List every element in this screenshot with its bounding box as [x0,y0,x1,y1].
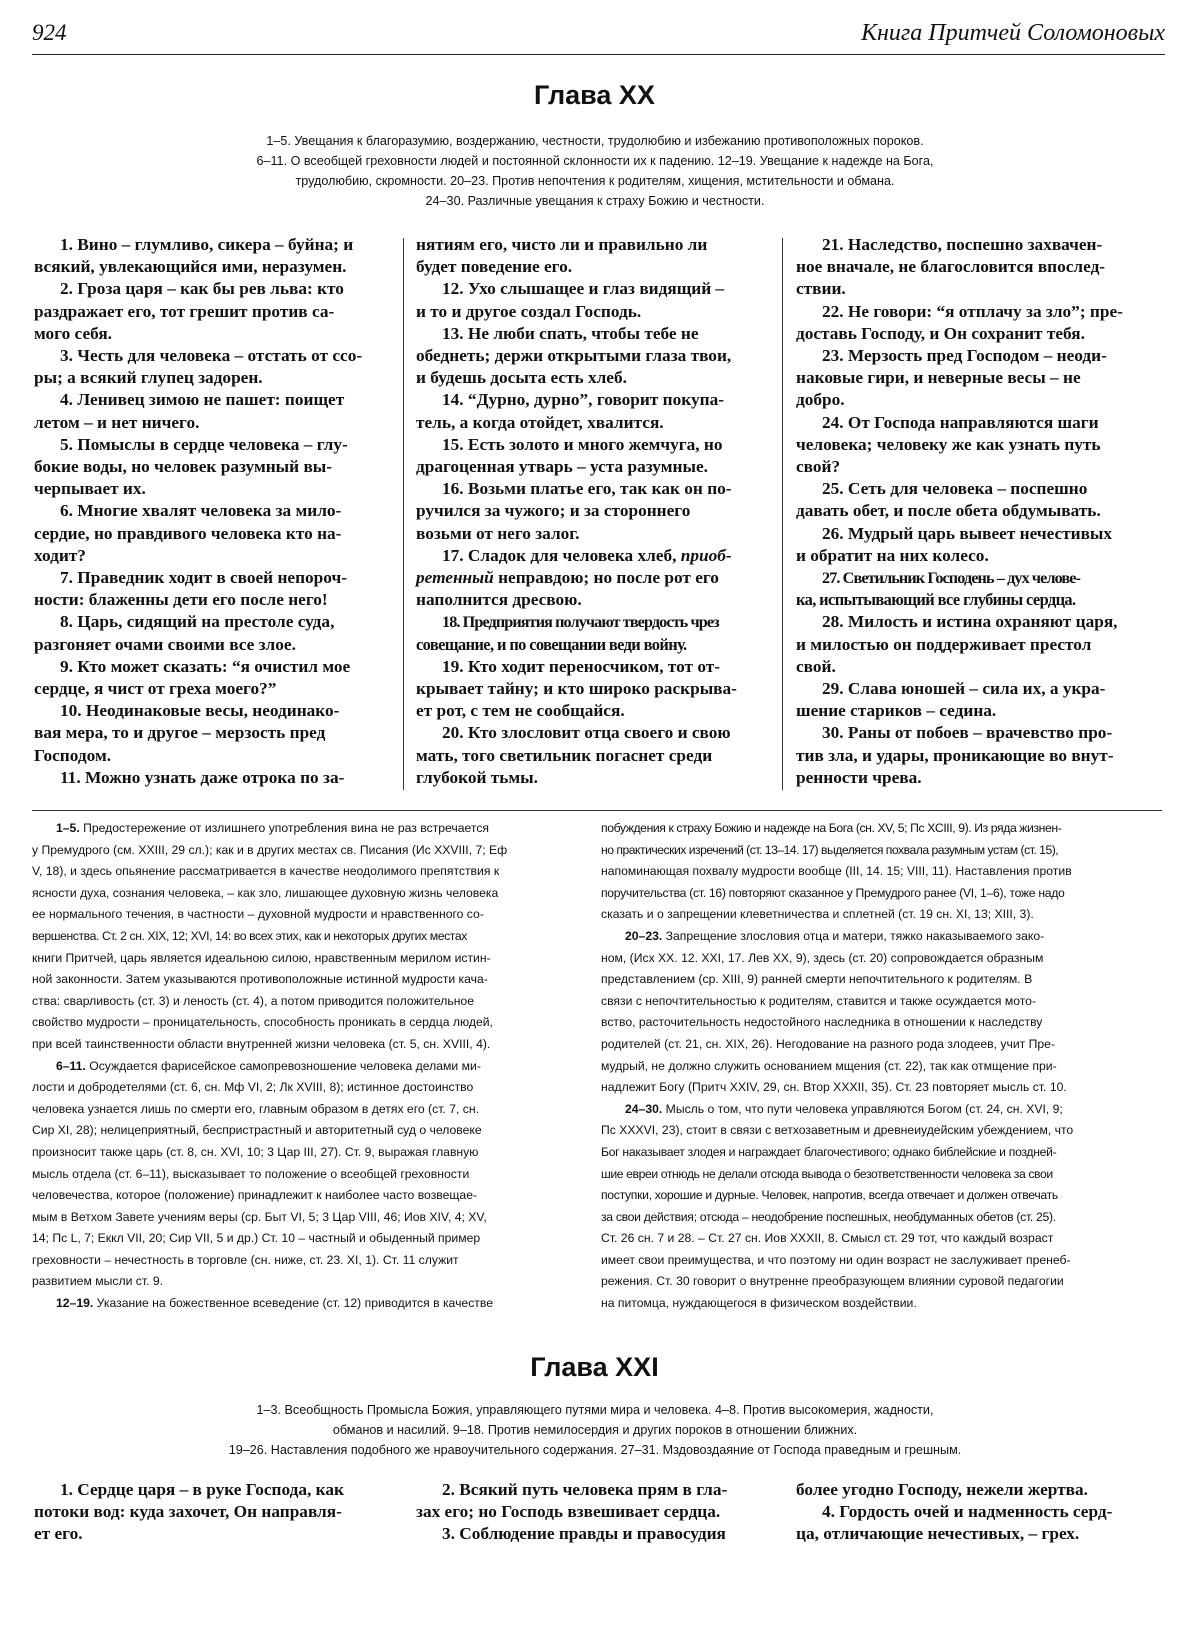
verse-line: ет рот, с тем не сообщайся. [416,701,625,721]
verse-line: будет поведение его. [416,257,573,277]
footnote-line: режения. Ст. 30 говорит о внутренне преобразующем влиянии суровой педагогии [601,1274,1064,1289]
verse-line: 10. Неодинаковые весы, неодинако- [60,701,340,721]
column-divider [403,238,404,790]
chapter-21-column-3 [796,1479,1160,1546]
footnote-line: у Премудрого (см. XXIII, 29 сл.); как и в других местах св. Писания (Ис XXVIII, 7; Еф [32,842,508,857]
verse-line: тель, а когда отойдет, хвалится. [416,412,664,432]
footnote-line: но практических изречений (ст. 13–14. 17) выделяется похвала разумным устам (ст. 15), [601,842,1059,857]
footnote-line: греховности – нечестность в торговле (сн. ниже, ст. 23. XI, 1). Ст. 11 служит [32,1252,459,1267]
verse-line: 26. Мудрый царь вывеет нечестивых [822,523,1113,543]
verse-line: крывает тайну; и кто широко раскрыва- [416,679,737,699]
verse-line: разгоняет очами своими все злое. [34,634,296,654]
summary-line: 19–26. Наставления подобного же нравоучительного содержания. 27–31. Мздовоздаяние от Господа праведным и грешным. [228,1443,962,1457]
verse-line: ры; а всякий глупец задорен. [34,368,263,388]
running-header [32,18,1165,55]
verse-line: 23. Мерзость пред Господом – неоди- [822,346,1107,366]
verse-line: зах его; но Господь взвешивает сердца. [416,1502,721,1522]
verse-line: 30. Раны от побоев – врачевство про- [822,723,1113,743]
verse-line: 12. Ухо слышащее и глаз видящий – [442,279,725,299]
verse-line: свой? [796,457,841,477]
chapter-21-title: Глава XXI [530,1352,659,1382]
verse-line: вая мера, то и другое – мерзость пред [34,723,326,743]
footnote-line: человека узнается лишь по смерти его, главным образом в детях его (ст. 7, сн. [32,1101,479,1116]
verse-line: ручился за чужого; и за стороннего [416,501,691,521]
verse-line: наковые гири, и неверные весы – не [796,368,1081,388]
footnote-heading: 1–5. [56,821,80,835]
verse-line: 11. Можно узнать даже отрока по за- [60,767,345,787]
verse-line: 1. Вино – глумливо, сикера – буйна; и [60,235,354,254]
verse-line: сердие, но правдивого человека кто на- [34,523,342,543]
footnote-line: свойство мудрости – проницательность, способность проникать в сердца людей, [32,1015,493,1030]
chapter-21-column-1 [34,1479,388,1546]
footnote-line: книги Притчей, царь является идеальною силою, нравственным мерилом истин- [32,950,491,965]
footnote-line: на питомца, нуждающегося в физическом воздействии. [601,1296,917,1311]
verse-line: 28. Милость и истина охраняют царя, [822,612,1118,632]
verse-line: и будешь досыта есть хлеб. [416,368,627,388]
verse-line: 3. Соблюдение правды и правосудия [442,1524,726,1544]
footnote-line [32,818,592,840]
chapter-20-summary [80,131,1110,211]
summary-line: 24–30. Различные увещания к страху Божию и честности. [425,194,765,208]
summary-line: 1–3. Всеобщность Промысла Божия, управляющего путями мира и человека. 4–8. Против высокомерия, жадности, [256,1403,934,1417]
verse-line: наполнится дресвою. [416,590,582,610]
verse-line: и то и другое создал Господь. [416,301,642,321]
footnote-line: поступки, хорошие и дурные. Человек, напротив, всегда отвечает и должен отвечать [601,1188,1058,1203]
chapter-20-column-2 [416,234,770,789]
verse-line: 13. Не люби спать, чтобы тебе не [442,323,699,343]
italic-word: приоб- [680,545,732,565]
verse-line: человека; человеку же как узнать путь [796,434,1101,454]
footnote-text: Мысль о том, что пути человека управляются Богом (ст. 24, сн. XVI, 9; [662,1101,1063,1116]
verse-line: ренности чрева. [796,767,922,787]
chapter-20-column-1 [34,234,388,789]
footnote-separator [32,810,1162,811]
verse-line: драгоценная утварь – уста разумные. [416,457,708,477]
footnote-text: Предостережение от излишнего употребления вина не раз встречается [79,821,490,835]
footnote-line: развитием мысли ст. 9. [32,1274,164,1289]
footnote-text: Осуждается фарисейское самопревозношение человека делами ми- [85,1058,481,1073]
footnote-text: Указание на божественное всеведение (ст. 12) приводится в качестве [93,1296,493,1311]
column-divider [782,238,783,790]
verse-line: 4. Ленивец зимою не пашет: поищет [60,390,345,410]
verse-line: 1. Сердце царя – в руке Господа, как [60,1480,344,1499]
verse-line: сердце, я чист от греха моего?” [34,679,277,699]
summary-line: трудолюбию, скромности. 20–23. Против непочтения к родителям, хищения, мстительности и обмана. [295,174,895,188]
chapter-21-summary [80,1400,1110,1460]
footnote-line: родителей (ст. 21, сн. XIX, 26). Негодование на разного рода злодеев, учит Пре- [601,1036,1055,1051]
footnote-line: ной законности. Затем указываются противоположные истинной мудрости кача- [32,972,488,987]
verse-line: нятиям его, чисто ли и правильно ли [416,235,708,254]
footnote-line: надлежит Богу (Притч XXIV, 29, сн. Втор XXXII, 35). Ст. 23 повторяет мысль ст. 10. [601,1080,1067,1095]
footnote-line: мудрый, не должно служить основанием мщения (ст. 22), так как отмщение при- [601,1058,1057,1073]
verse-line [416,545,770,567]
verse-line: 22. Не говори: “я отплачу за зло”; пре- [822,301,1123,321]
verse-line: бокие воды, но человек разумный вы- [34,457,333,477]
book-title: Книга Притчей Соломоновых [861,20,1165,46]
page-number: 924 [32,20,67,45]
verse-text: 17. Сладок для человека хлеб, [442,545,681,565]
verse-line: и милостью он поддерживает престол [796,634,1092,654]
footnote-line: вершенства. Ст. 2 сн. XIX, 12; XVI, 14: во всех этих, как и некоторых других местах [32,928,467,943]
footnote-text: Запрещение злословия отца и матери, тяжко наказываемого зако- [662,928,1045,943]
footnote-line: побуждения к страху Божию и надежде на Бога (сн. XV, 5; Пс XCIII, 9). Из ряда жизнен- [601,821,1062,835]
footnote-line: произносит также царь (ст. 8, сн. XVI, 10; 3 Цар III, 27). Ст. 9, выражая главную [32,1144,479,1159]
chapter-20-column-3 [796,234,1160,789]
footnote-line: при всей таинственности области внутренней жизни человека (ст. 5, сн. XVIII, 4). [32,1036,491,1051]
verse-line: летом – и нет ничего. [34,412,200,432]
verse-line: 4. Гордость очей и надменность серд- [822,1502,1113,1522]
footnote-heading: 24–30. [625,1101,663,1116]
verse-line [416,567,770,589]
verse-line: ка, испытывающий все глубины сердца. [796,590,1076,610]
verse-line: 7. Праведник ходит в своей непороч- [60,568,347,588]
footnote-line: ее нормального течения, в частности – духовной мудрости и нравственного со- [32,907,484,922]
verse-line: 19. Кто ходит переносчиком, тот от- [442,656,721,676]
verse-line: 24. От Господа направляются шаги [822,412,1099,432]
summary-line: обманов и насилий. 9–18. Против немилосердия и других пороков в отношении ближних. [332,1423,858,1437]
footnote-line: сказать и о запрещении клеветничества и сплетней (ст. 19 сн. XI, 13; XIII, 3). [601,907,1034,922]
footnote-line: лости и добродетелями (ст. 6, сн. Мф VI, 2; Лк XVIII, 8); истинное достоинство [32,1080,474,1095]
footnote-line: ясности духа, сознания человека, – как зло, лишающее духовную жизнь человека [32,885,499,900]
verse-line: ное вначале, не благословится впослед- [796,257,1106,277]
summary-line: 1–5. Увещания к благоразумию, воздержанию, честности, трудолюбию и избежанию противоположных пороков. [266,134,924,148]
verse-line: раздражает его, тот грешит против са- [34,301,335,321]
footnote-line: 14; Пс L, 7; Еккл VII, 20; Сир VII, 5 и др.) Ст. 10 – частный и обыденный пример [32,1231,481,1246]
footnote-line: вство, расточительность недостойного наследника в отношении к наследству [601,1015,1043,1030]
footnote-heading: 20–23. [625,928,663,943]
verse-line: 16. Возьми платье его, так как он по- [442,479,732,499]
verse-line: шение стариков – седина. [796,701,997,721]
footnote-line: Сир XI, 28); нелицеприятный, беспристрастный и авторитетный суд о человеке [32,1123,482,1138]
verse-line: 21. Наследство, поспешно захвачен- [822,235,1103,254]
verse-line: 8. Царь, сидящий на престоле суда, [60,612,335,632]
verse-line: 14. “Дурно, дурно”, говорит покупа- [442,390,724,410]
verse-line: 15. Есть золото и много жемчуга, но [442,434,723,454]
verse-line: и обратит на них колесо. [796,545,989,565]
verse-line: мать, того светильник погаснет среди [416,745,713,765]
footnote-line: мым в Ветхом Завете учениям веры (ср. Быт VI, 5; 3 Цар VIII, 46; Иов XIV, 4; XV, [32,1209,487,1224]
italic-word: ретенный [416,568,494,588]
footnote-line: мысль отдела (ст. 6–11), высказывает то положение о всеобщей греховности [32,1166,470,1181]
verse-line: 5. Помыслы в сердце человека – глу- [60,434,348,454]
verse-line: 2. Гроза царя – как бы рев льва: кто [60,279,344,299]
footnotes-right-column [601,818,1161,1315]
verse-line: 27. Светильник Господень – дух челове- [822,569,1081,588]
verse-line: более угодно Господу, нежели жертва. [796,1480,1088,1499]
verse-line: всякий, увлекающийся ими, неразумен. [34,257,347,277]
footnote-line: имеет свои преимущества, и что поэтому ни один возраст не заслуживает пренеб- [601,1252,1071,1267]
verse-line: мого себя. [34,323,112,343]
verse-line: 9. Кто может сказать: “я очистил мое [60,656,351,676]
verse-text: неправдою; но после рот его [493,568,719,588]
verse-line: давать обет, и после обета обдумывать. [796,501,1101,521]
footnote-line: Ст. 26 сн. 7 и 28. – Ст. 27 сн. Иов XXXII, 8. Смысл ст. 29 тот, что каждый возраст [601,1231,1054,1246]
verse-line: 29. Слава юношей – сила их, а укра- [822,679,1106,699]
verse-line: ет его. [34,1524,83,1544]
verse-line: потоки вод: куда захочет, Он направля- [34,1502,342,1522]
footnote-line: шие евреи отнюдь не делали отсюда вывода о безответственности человека за свои [601,1166,1053,1181]
verse-line: доставь Господу, и Он сохранит тебя. [796,323,1085,343]
footnote-line: связи с непочтительностью к родителям, ставится и также осуждается мото- [601,993,1036,1008]
verse-line: 25. Сеть для человека – поспешно [822,479,1088,499]
verse-line: Господом. [34,745,112,765]
footnote-heading: 12–19. [56,1296,94,1311]
verse-line: совещание, и по совещании веди войну. [416,634,687,654]
footnote-line [601,1099,1161,1121]
footnote-line: за свои действия; отсюда – неодобрение поспешных, необдуманных обетов (ст. 25). [601,1209,1056,1224]
verse-line: черпывает их. [34,479,146,499]
footnote-line [32,1293,592,1315]
verse-line: ности: блаженны дети его после него! [34,590,328,610]
footnote-line: поручительства (ст. 16) повторяют сказанное у Премудрого ранее (VI, 1–6), тоже надо [601,885,1065,900]
verse-line: обеднеть; держи открытыми глаза твои, [416,346,732,366]
footnote-heading: 6–11. [56,1058,86,1073]
footnote-line: представлением (ср. XIII, 9) ранней смерти непочтительного к родителям. В [601,972,1033,987]
footnote-line: человечества, которое (положение) принадлежит к наиболее часто возвещае- [32,1188,478,1203]
footnote-line: ном, (Исх XX. 12. XXI, 17. Лев XX, 9), здесь (ст. 20) сопровождается образным [601,950,1044,965]
footnote-line: Бог наказывает злодея и награждает благочестивого; однако библейские и поздней- [601,1144,1057,1159]
footnote-line: V, 18), и здесь опьянение рассматривается в качестве неодолимого препятствия к [32,864,500,879]
verse-line: 20. Кто злословит отца своего и свою [442,723,731,743]
verse-line: свой. [796,656,836,676]
verse-line: 3. Честь для человека – отстать от ссо- [60,346,363,366]
chapter-20-title: Глава XX [534,80,655,110]
verse-line: ца, отличающие нечестивых, – грех. [796,1524,1080,1544]
verse-line: добро. [796,390,845,410]
verse-line: ствии. [796,279,846,299]
chapter-21-column-2 [416,1479,770,1546]
verse-line: глубокой тьмы. [416,767,538,787]
verse-line: возьми от него залог. [416,523,580,543]
verse-line: тив зла, и удары, проникающие во внут- [796,745,1114,765]
footnote-line [32,1056,592,1078]
verse-line: 2. Всякий путь человека прям в гла- [442,1480,728,1499]
footnote-line: напоминающая похвалу мудрости вообще (III, 14. 15; VIII, 11). Наставления против [601,864,1072,879]
footnote-line: Пс XXXVI, 23), стоит в связи с ветхозаветным и древнеиудейским убеждением, что [601,1123,1074,1138]
footnote-line [601,926,1161,948]
verse-line: ходит? [34,545,86,565]
verse-line: 18. Предприятия получают твердость чрез [442,613,719,632]
footnotes-left-column [32,818,592,1315]
verse-line: 6. Многие хвалят человека за мило- [60,501,342,521]
summary-line: 6–11. О всеобщей греховности людей и постоянной склонности их к падению. 12–19. Увещание к надежде на Бога, [256,154,934,168]
footnote-line: ства: сварливость (ст. 3) и леность (ст. 4), а потом приводится положительное [32,993,474,1008]
